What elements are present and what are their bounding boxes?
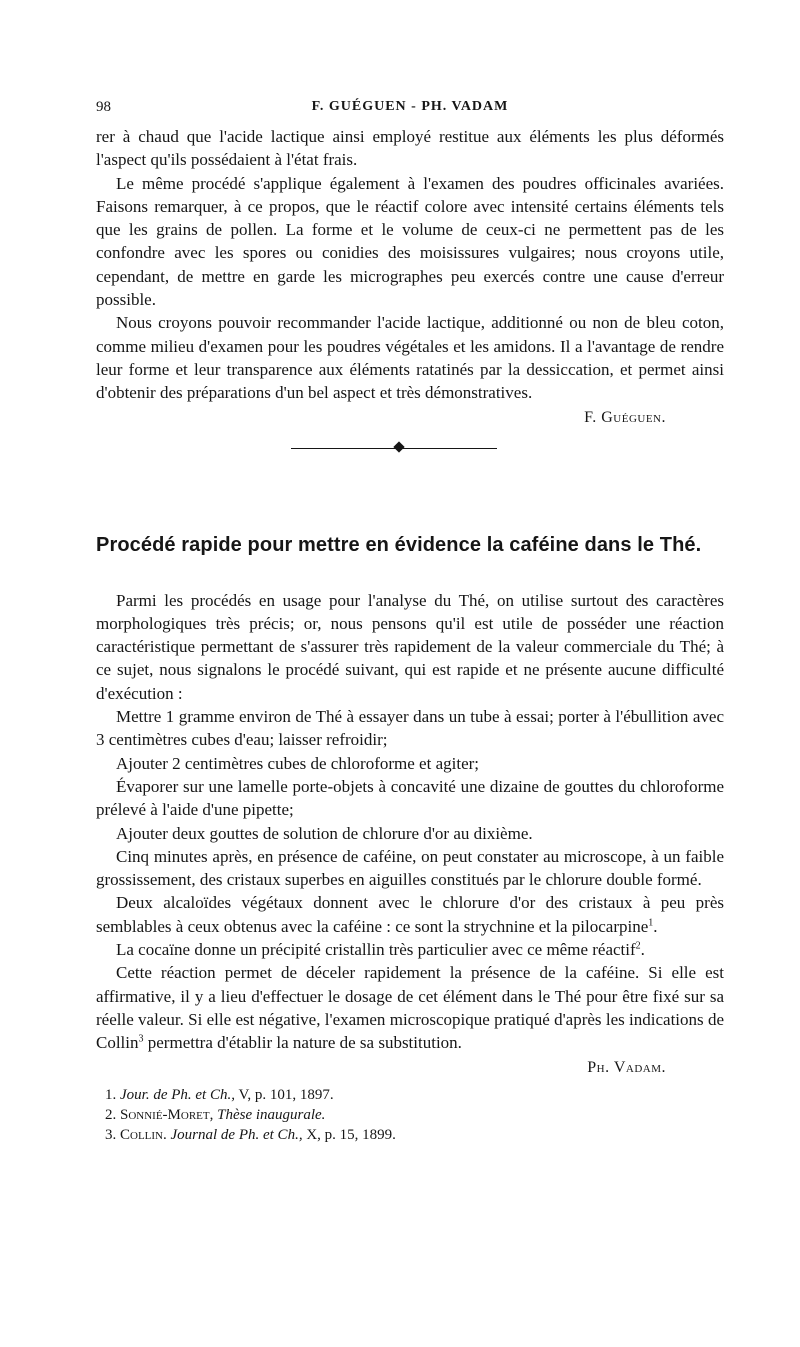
paragraph: Nous croyons pouvoir recommander l'acide lactique, additionné ou non de bleu coton, comme milieu d'examen pour les poudres végétales et les amidons. Il a l'avantage de rendre leur forme et leur transparence aux éléments ratatinés par la dessiccation, et permet ainsi d'obtenir des préparations d'un bel aspect et très démonstratives. bbox=[96, 313, 724, 403]
diamond-ornament-icon bbox=[393, 441, 404, 452]
footnote bbox=[105, 1105, 724, 1125]
author-signature: F. Guéguen. bbox=[584, 408, 666, 426]
paragraph-end: . bbox=[653, 916, 658, 936]
section-divider bbox=[291, 441, 497, 455]
paragraph-end: . bbox=[640, 940, 645, 960]
footnote-ref: 2 bbox=[635, 940, 641, 952]
footnote-work: Jour. de Ph. et Ch., bbox=[120, 1086, 235, 1103]
article-title: Procédé rapide pour mettre en évidence la caféine dans le Thé. bbox=[96, 533, 702, 556]
paragraph: Cinq minutes après, en présence de caféine, on peut constater au microscope, à un faible grossissement, des cristaux superbes en aiguilles constitués par le chlorure double formé. bbox=[96, 846, 724, 890]
footnote-details: X, p. 15, 1899. bbox=[302, 1126, 396, 1143]
article-gueguen bbox=[96, 125, 724, 429]
paragraph bbox=[96, 938, 724, 961]
footnote-author: Collin. bbox=[120, 1126, 167, 1143]
footnote-number: 2. bbox=[105, 1106, 117, 1123]
page-number: 98 bbox=[96, 99, 111, 115]
footnote-number: 3. bbox=[105, 1126, 117, 1143]
paragraph-text: La cocaïne donne un précipité cristallin très particulier avec ce même réactif bbox=[116, 940, 636, 960]
paragraph: Mettre 1 gramme environ de Thé à essayer dans un tube à essai; porter à l'ébullition avec 3 centimètres cubes d'eau; laisser refroidir; bbox=[96, 707, 724, 750]
paragraph bbox=[96, 961, 724, 1054]
footnote-number: 1. bbox=[105, 1086, 117, 1103]
paragraph-text: Cette réaction permet de déceler rapidement la présence de la caféine. Si elle est affirmative, il y a lieu d'effectuer le dosage de cet élément dans le Thé pour être fixé sur sa réelle valeur. Si elle est négative, l'examen microscopique pratiqué d'après les indications de Collin bbox=[96, 963, 724, 1053]
footnote bbox=[105, 1085, 724, 1105]
paragraph-text: Deux alcaloïdes végétaux donnent avec le chlorure d'or des cristaux à peu près semblables à ceux obtenus avec la caféine : ce sont la strychnine et la pilocarpine bbox=[96, 893, 724, 936]
paragraph: Ajouter deux gouttes de solution de chlorure d'or au dixième. bbox=[116, 823, 533, 843]
paragraph: Parmi les procédés en usage pour l'analyse du Thé, on utilise surtout des caractères morphologiques très précis; or, nous pensons qu'il est utile de posséder une réaction caractéristique permettant de s'assurer très rapidement de la valeur commerciale du Thé; à ce sujet, nous signalons le procédé suivant, qui est rapide et ne présente aucune difficulté d'exécution : bbox=[96, 590, 724, 703]
paragraph: Ajouter 2 centimètres cubes de chloroforme et agiter; bbox=[116, 753, 479, 773]
article-vadam bbox=[96, 589, 724, 1079]
footnote-details: V, p. 101, 1897. bbox=[234, 1086, 334, 1103]
paragraph: Le même procédé s'applique également à l'examen des poudres officinales avariées. Faisons remarquer, à ce propos, que le réactif colore avec intensité certains éléments tels que les grains de pollen. La forme et le volume de ceux-ci ne permettent pas de les confondre avec les spores ou conidies des moisissures vulgaires; nous croyons utile, cependant, de mettre en garde les micrographes peu exercés contre une cause d'erreur possible. bbox=[96, 173, 724, 310]
page-header bbox=[96, 95, 724, 119]
paragraph: Évaporer sur une lamelle porte-objets à concavité une dizaine de gouttes du chloroforme prélevé à l'aide d'une pipette; bbox=[96, 776, 724, 820]
author-signature: Ph. Vadam. bbox=[587, 1058, 666, 1076]
footnotes bbox=[96, 1085, 724, 1145]
footnote-ref: 3 bbox=[138, 1033, 144, 1045]
paragraph-end: permettra d'établir la nature de sa substitution. bbox=[143, 1033, 462, 1053]
footnote-ref: 1 bbox=[648, 917, 654, 929]
footnote bbox=[105, 1125, 724, 1145]
paragraph bbox=[96, 891, 724, 938]
paragraph: rer à chaud que l'acide lactique ainsi employé restitue aux éléments les plus déformés l'aspect qu'ils possédaient à l'état frais. bbox=[96, 127, 724, 170]
running-head: F. GUÉGUEN - PH. VADAM bbox=[311, 99, 509, 114]
footnote-author: Sonnié-Moret, bbox=[120, 1106, 214, 1123]
footnote-work: Journal de Ph. et Ch., bbox=[170, 1126, 303, 1143]
page bbox=[96, 95, 724, 1145]
footnote-work: Thèse inaugurale. bbox=[217, 1106, 326, 1123]
